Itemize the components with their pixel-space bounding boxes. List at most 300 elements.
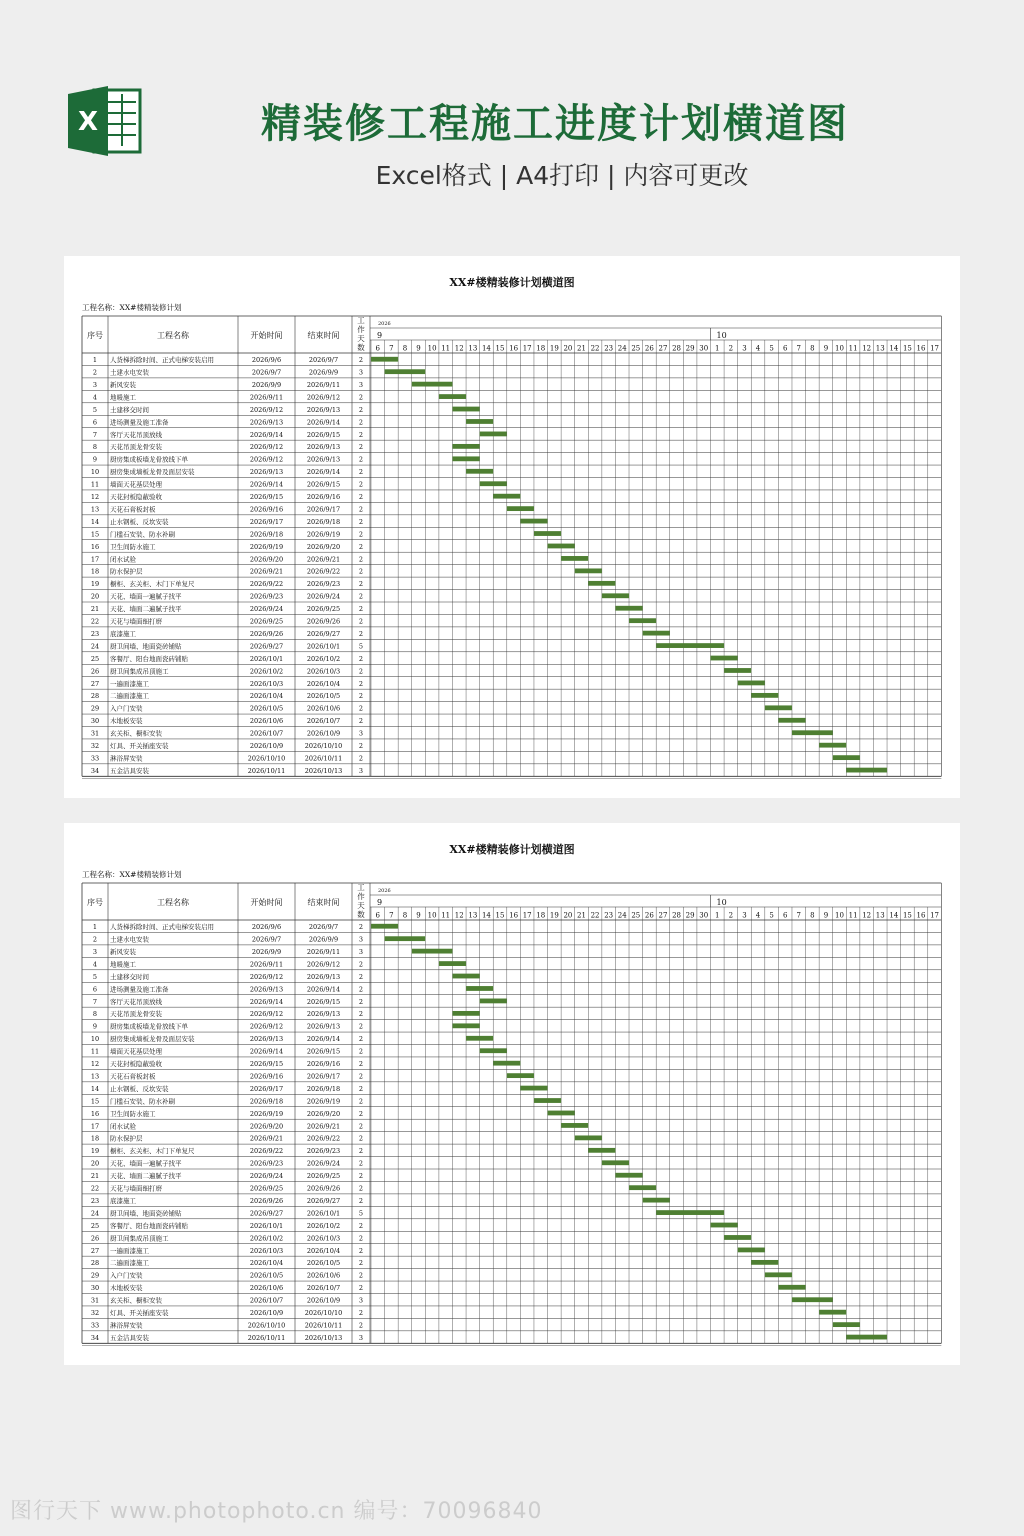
task-days: 5 <box>358 642 364 651</box>
task-bar <box>656 1210 724 1215</box>
day-label: 15 <box>495 344 505 353</box>
day-label: 4 <box>755 344 761 353</box>
task-start: 2026/9/20 <box>249 1122 284 1131</box>
task-name: 厨卫间集成吊顶施工 <box>110 667 169 676</box>
page-subtitle: Excel格式 | A4打印 | 内容可更改 <box>375 161 749 190</box>
task-name: 二遍面漆施工 <box>110 692 149 701</box>
task-name: 厨卫间墙、地面瓷砖铺贴 <box>110 1209 182 1218</box>
task-name: 客餐厅、阳台地面瓷砖铺贴 <box>110 654 188 663</box>
task-bar <box>439 961 466 966</box>
task-bar <box>480 999 507 1004</box>
task-start: 2026/9/15 <box>249 493 284 501</box>
day-label: 20 <box>563 911 573 920</box>
task-end: 2026/9/16 <box>306 493 341 501</box>
task-days: 2 <box>358 605 364 614</box>
task-end: 2026/10/3 <box>306 1234 341 1243</box>
day-label: 12 <box>862 911 872 920</box>
task-name: 天花、墙面一遍腻子找平 <box>110 592 182 601</box>
task-days: 2 <box>358 717 364 726</box>
task-start: 2026/9/18 <box>249 1097 284 1106</box>
task-name: 橱柜、玄关柜、木门下单复尺 <box>110 580 195 589</box>
task-days: 2 <box>358 493 364 501</box>
task-bar <box>792 730 833 735</box>
task-days: 2 <box>358 480 364 489</box>
day-label: 6 <box>782 344 788 353</box>
task-index: 27 <box>90 679 100 688</box>
task-index: 28 <box>90 692 100 701</box>
task-start: 2026/9/17 <box>249 517 284 526</box>
task-start: 2026/10/7 <box>249 1296 284 1305</box>
col-header-start: 开始时间 <box>250 898 283 907</box>
gantt-table <box>64 823 960 1365</box>
task-days: 2 <box>358 430 364 439</box>
task-end: 2026/9/17 <box>306 1072 341 1081</box>
task-start: 2026/9/18 <box>249 530 284 539</box>
task-index: 9 <box>92 455 98 464</box>
task-days: 2 <box>358 1321 364 1330</box>
task-start: 2026/9/19 <box>249 542 284 551</box>
task-days: 2 <box>358 1147 364 1156</box>
task-end: 2026/9/14 <box>306 985 341 994</box>
task-index: 26 <box>90 1234 100 1243</box>
task-days: 2 <box>358 1271 364 1280</box>
sheet-title: XX#楼精装修计划横道图 <box>449 843 575 856</box>
day-label: 17 <box>930 911 940 920</box>
task-days: 2 <box>358 1234 364 1243</box>
task-end: 2026/9/19 <box>306 530 341 539</box>
day-label: 18 <box>536 911 546 920</box>
task-name: 闭水试验 <box>110 1122 136 1131</box>
task-index: 31 <box>90 1296 100 1305</box>
task-bar <box>615 606 642 611</box>
task-index: 29 <box>90 704 100 713</box>
col-header-days: 工作天数 <box>357 316 365 352</box>
task-index: 25 <box>90 1221 100 1230</box>
task-bar <box>711 656 738 661</box>
task-days: 2 <box>358 1246 364 1255</box>
task-end: 2026/9/16 <box>306 1060 341 1068</box>
task-bar <box>480 1048 507 1053</box>
task-bar <box>371 924 398 929</box>
task-name: 天花与墙面细打磨 <box>110 1184 162 1193</box>
task-days: 3 <box>358 935 364 944</box>
task-name: 厨房集成板墙龙骨放线下单 <box>110 455 188 464</box>
col-header-index: 序号 <box>87 331 103 340</box>
task-days: 2 <box>358 455 364 464</box>
task-days: 2 <box>358 1259 364 1268</box>
task-end: 2026/9/27 <box>306 1196 341 1205</box>
day-label: 22 <box>590 911 600 920</box>
day-label: 2 <box>728 911 734 920</box>
task-name: 天花石膏板封板 <box>110 505 156 514</box>
task-end: 2026/10/7 <box>306 717 341 726</box>
task-index: 18 <box>90 567 100 576</box>
task-index: 27 <box>90 1246 100 1255</box>
task-days: 2 <box>358 1122 364 1131</box>
page-title: 精装修工程施工进度计划横道图 <box>261 101 849 147</box>
day-label: 10 <box>835 344 844 353</box>
day-label: 14 <box>889 911 899 920</box>
task-days: 2 <box>358 567 364 576</box>
task-index: 25 <box>90 654 100 663</box>
task-name: 墙面天花基层处理 <box>110 1047 162 1056</box>
task-index: 33 <box>90 1321 100 1330</box>
task-end: 2026/10/7 <box>306 1284 341 1293</box>
task-end: 2026/9/12 <box>306 393 341 402</box>
task-days: 2 <box>358 580 364 589</box>
task-index: 6 <box>92 418 98 427</box>
task-name: 厨房集成墙板龙骨及面层安装 <box>110 468 195 477</box>
sheet-title: XX#楼精装修计划横道图 <box>449 276 575 289</box>
task-name: 天花封板隐蔽验收 <box>110 493 162 501</box>
task-name: 灯具、开关插座安装 <box>110 1309 169 1317</box>
day-label: 15 <box>902 344 912 353</box>
task-start: 2026/9/15 <box>249 1060 284 1068</box>
day-label: 7 <box>389 911 394 920</box>
task-end: 2026/9/26 <box>306 617 341 626</box>
task-end: 2026/10/4 <box>306 679 341 688</box>
task-days: 2 <box>358 985 364 994</box>
day-label: 15 <box>902 911 912 920</box>
task-bar <box>765 1272 792 1277</box>
task-bar <box>643 1198 670 1203</box>
task-index: 3 <box>92 380 98 389</box>
task-name: 天花封板隐蔽验收 <box>110 1060 162 1068</box>
task-bar <box>466 1036 493 1041</box>
task-bar <box>466 469 493 474</box>
year-label: 2026 <box>378 888 391 894</box>
task-days: 2 <box>358 1221 364 1230</box>
task-index: 20 <box>90 1159 100 1168</box>
task-bar <box>778 718 805 723</box>
task-days: 2 <box>358 468 364 477</box>
task-start: 2026/10/11 <box>247 766 286 775</box>
task-days: 2 <box>358 393 364 402</box>
task-start: 2026/10/1 <box>249 654 284 663</box>
task-index: 23 <box>90 1196 100 1205</box>
task-bar <box>385 369 426 374</box>
day-label: 16 <box>916 911 926 920</box>
task-days: 2 <box>358 960 364 969</box>
task-bar <box>561 1123 588 1128</box>
month-label: 10 <box>716 898 727 907</box>
day-label: 8 <box>810 344 815 353</box>
day-label: 8 <box>810 911 815 920</box>
task-name: 五金洁具安装 <box>110 1333 149 1342</box>
day-label: 7 <box>796 911 802 920</box>
task-days: 2 <box>358 1035 364 1044</box>
task-name: 地暖施工 <box>110 393 136 402</box>
task-start: 2026/10/3 <box>249 1246 284 1255</box>
task-days: 2 <box>358 667 364 676</box>
task-bar <box>738 1248 765 1253</box>
day-label: 6 <box>375 344 381 353</box>
task-end: 2026/9/22 <box>306 567 341 576</box>
task-start: 2026/10/6 <box>249 717 284 726</box>
task-bar <box>480 481 507 486</box>
task-days: 2 <box>358 1196 364 1205</box>
task-index: 29 <box>90 1271 100 1280</box>
task-index: 11 <box>90 480 100 489</box>
task-start: 2026/9/13 <box>249 418 284 427</box>
day-label: 10 <box>835 911 844 920</box>
task-index: 22 <box>90 617 100 626</box>
task-bar <box>711 1223 738 1228</box>
day-label: 11 <box>441 911 451 920</box>
task-bar <box>561 556 588 561</box>
task-days: 2 <box>358 1134 364 1143</box>
task-index: 7 <box>92 997 98 1006</box>
task-end: 2026/9/20 <box>306 542 341 551</box>
task-start: 2026/10/11 <box>247 1333 286 1342</box>
task-bar <box>643 631 670 636</box>
task-end: 2026/9/21 <box>306 1122 341 1131</box>
task-days: 2 <box>358 1047 364 1056</box>
task-end: 2026/9/18 <box>306 1084 341 1093</box>
task-start: 2026/9/16 <box>249 1072 284 1081</box>
task-index: 8 <box>92 1010 98 1019</box>
task-name: 土建移交时间 <box>110 405 149 414</box>
task-name: 止水钢板、反坎安装 <box>110 1084 169 1093</box>
task-name: 底漆施工 <box>110 1196 136 1205</box>
task-end: 2026/9/22 <box>306 1134 341 1143</box>
day-label: 17 <box>522 911 532 920</box>
day-label: 3 <box>742 911 747 920</box>
task-bar <box>412 382 453 387</box>
task-start: 2026/9/24 <box>249 605 284 614</box>
task-end: 2026/9/25 <box>306 605 341 614</box>
task-index: 4 <box>92 393 98 402</box>
gantt-table <box>64 256 960 798</box>
task-end: 2026/9/13 <box>306 443 341 452</box>
day-label: 11 <box>848 344 858 353</box>
task-end: 2026/9/20 <box>306 1109 341 1118</box>
task-end: 2026/9/24 <box>306 1159 341 1168</box>
task-end: 2026/9/13 <box>306 972 341 981</box>
task-days: 2 <box>358 505 364 514</box>
year-label: 2026 <box>378 321 391 327</box>
task-name: 底漆施工 <box>110 629 136 638</box>
task-start: 2026/9/25 <box>249 617 284 626</box>
col-header-name: 工程名称 <box>157 331 189 340</box>
task-start: 2026/9/14 <box>249 997 284 1006</box>
day-label: 25 <box>631 344 641 353</box>
task-bar <box>548 544 575 549</box>
day-label: 24 <box>617 344 627 353</box>
task-name: 厨卫间墙、地面瓷砖铺贴 <box>110 642 182 651</box>
task-days: 2 <box>358 1060 364 1068</box>
task-index: 32 <box>90 742 100 750</box>
task-bar <box>507 1073 534 1078</box>
task-index: 2 <box>92 368 98 377</box>
col-header-name: 工程名称 <box>157 898 189 907</box>
task-bar <box>534 1098 561 1103</box>
task-end: 2026/9/15 <box>306 480 341 489</box>
task-index: 31 <box>90 729 100 738</box>
task-index: 34 <box>90 766 100 775</box>
task-bar <box>751 693 778 698</box>
task-days: 2 <box>358 418 364 427</box>
task-index: 17 <box>90 555 100 564</box>
task-index: 12 <box>90 493 100 501</box>
task-start: 2026/9/12 <box>249 405 284 414</box>
task-end: 2026/10/11 <box>304 1321 343 1330</box>
task-end: 2026/9/15 <box>306 1047 341 1056</box>
task-bar <box>452 1011 479 1016</box>
task-start: 2026/9/19 <box>249 1109 284 1118</box>
watermark: 图行天下 www.photophoto.cn 编号：70096840 <box>10 1499 543 1524</box>
project-name: 工程名称：XX#楼精装修计划 <box>82 870 182 879</box>
month-label: 10 <box>716 331 727 340</box>
task-bar <box>520 519 547 524</box>
task-index: 17 <box>90 1122 100 1131</box>
task-days: 3 <box>358 368 364 377</box>
task-bar <box>724 1235 751 1240</box>
task-name: 玄关柜、橱柜安装 <box>110 729 162 738</box>
task-end: 2026/10/2 <box>306 1221 341 1230</box>
task-days: 2 <box>358 555 364 564</box>
day-label: 14 <box>481 911 491 920</box>
task-end: 2026/9/7 <box>308 356 339 365</box>
gantt-sheet-2 <box>64 823 960 1365</box>
day-label: 28 <box>672 911 682 920</box>
day-label: 18 <box>536 344 546 353</box>
task-days: 2 <box>358 997 364 1006</box>
task-index: 5 <box>92 405 98 414</box>
task-start: 2026/9/26 <box>249 629 284 638</box>
day-label: 17 <box>930 344 940 353</box>
day-label: 12 <box>454 344 464 353</box>
task-end: 2026/9/13 <box>306 455 341 464</box>
task-name: 客厅天花吊顶放线 <box>110 430 162 439</box>
task-days: 2 <box>358 1284 364 1293</box>
task-index: 13 <box>90 505 100 514</box>
task-name: 玄关柜、橱柜安装 <box>110 1296 162 1305</box>
day-label: 19 <box>549 344 559 353</box>
task-index: 11 <box>90 1047 100 1056</box>
task-name: 木地板安装 <box>110 1284 143 1293</box>
task-name: 天花、墙面二遍腻子找平 <box>110 1172 182 1181</box>
task-days: 2 <box>358 1159 364 1168</box>
task-start: 2026/10/9 <box>249 742 284 750</box>
task-bar <box>615 1173 642 1178</box>
task-bar <box>792 1297 833 1302</box>
task-end: 2026/10/6 <box>306 1271 341 1280</box>
task-index: 15 <box>90 1097 100 1106</box>
task-bar <box>846 768 887 773</box>
task-start: 2026/9/26 <box>249 1196 284 1205</box>
task-days: 2 <box>358 1097 364 1106</box>
day-label: 22 <box>590 344 600 353</box>
task-days: 2 <box>358 592 364 601</box>
day-label: 27 <box>658 344 668 353</box>
task-name: 人货梯拆除时间、正式电梯安装启用 <box>110 356 214 365</box>
day-label: 1 <box>715 911 720 920</box>
task-name: 土建水电安装 <box>110 935 149 944</box>
task-name: 新风安装 <box>110 380 136 389</box>
task-end: 2026/10/9 <box>306 729 341 738</box>
task-bar <box>738 681 765 686</box>
task-end: 2026/9/25 <box>306 1172 341 1181</box>
task-bar <box>520 1086 547 1091</box>
task-name: 防水保护层 <box>110 1134 143 1143</box>
task-name: 天花、墙面一遍腻子找平 <box>110 1159 182 1168</box>
task-bar <box>588 581 615 586</box>
task-end: 2026/10/11 <box>304 754 343 763</box>
task-bar <box>819 743 846 748</box>
task-end: 2026/9/15 <box>306 997 341 1006</box>
task-bar <box>385 936 426 941</box>
task-days: 2 <box>358 1010 364 1019</box>
task-name: 入户门安装 <box>110 1271 143 1280</box>
task-bar <box>452 407 479 412</box>
day-label: 14 <box>889 344 899 353</box>
task-end: 2026/9/11 <box>306 380 341 389</box>
task-end: 2026/10/1 <box>306 1209 341 1218</box>
task-end: 2026/9/21 <box>306 555 341 564</box>
day-label: 3 <box>742 344 747 353</box>
task-bar <box>452 974 479 979</box>
task-end: 2026/10/3 <box>306 667 341 676</box>
task-index: 7 <box>92 430 98 439</box>
task-start: 2026/9/20 <box>249 555 284 564</box>
task-days: 3 <box>358 1296 364 1305</box>
task-index: 26 <box>90 667 100 676</box>
task-bar <box>534 531 561 536</box>
task-name: 淋浴屏安装 <box>110 754 143 763</box>
task-name: 地暖施工 <box>110 960 136 969</box>
task-index: 10 <box>90 468 100 477</box>
task-start: 2026/9/23 <box>249 592 284 601</box>
task-name: 厨房集成墙板龙骨及面层安装 <box>110 1035 195 1044</box>
task-end: 2026/10/9 <box>306 1296 341 1305</box>
task-bar <box>751 1260 778 1265</box>
task-bar <box>493 1061 520 1066</box>
day-label: 5 <box>769 911 774 920</box>
task-days: 3 <box>358 1333 364 1342</box>
day-label: 12 <box>454 911 464 920</box>
task-bar <box>575 568 602 573</box>
task-start: 2026/9/12 <box>249 1022 284 1031</box>
task-bar <box>466 419 493 424</box>
task-start: 2026/9/14 <box>249 1047 284 1056</box>
task-days: 2 <box>358 356 364 365</box>
task-days: 5 <box>358 1209 364 1218</box>
task-name: 闭水试验 <box>110 555 136 564</box>
task-bar <box>548 1111 575 1116</box>
task-start: 2026/9/14 <box>249 430 284 439</box>
day-label: 26 <box>644 911 654 920</box>
task-start: 2026/9/12 <box>249 972 284 981</box>
task-end: 2026/9/26 <box>306 1184 341 1193</box>
col-header-days: 工作天数 <box>357 883 365 919</box>
task-bar <box>575 1135 602 1140</box>
task-start: 2026/9/12 <box>249 1010 284 1019</box>
task-index: 4 <box>92 960 98 969</box>
task-start: 2026/10/2 <box>249 667 284 676</box>
task-end: 2026/9/15 <box>306 430 341 439</box>
task-index: 16 <box>90 1109 100 1118</box>
task-bar <box>493 494 520 499</box>
task-bar <box>371 357 398 362</box>
task-start: 2026/9/27 <box>249 642 284 651</box>
task-start: 2026/9/27 <box>249 1209 284 1218</box>
task-days: 2 <box>358 679 364 688</box>
col-header-index: 序号 <box>87 898 103 907</box>
task-end: 2026/9/7 <box>308 923 339 932</box>
task-start: 2026/9/13 <box>249 468 284 477</box>
task-name: 木地板安装 <box>110 717 143 726</box>
